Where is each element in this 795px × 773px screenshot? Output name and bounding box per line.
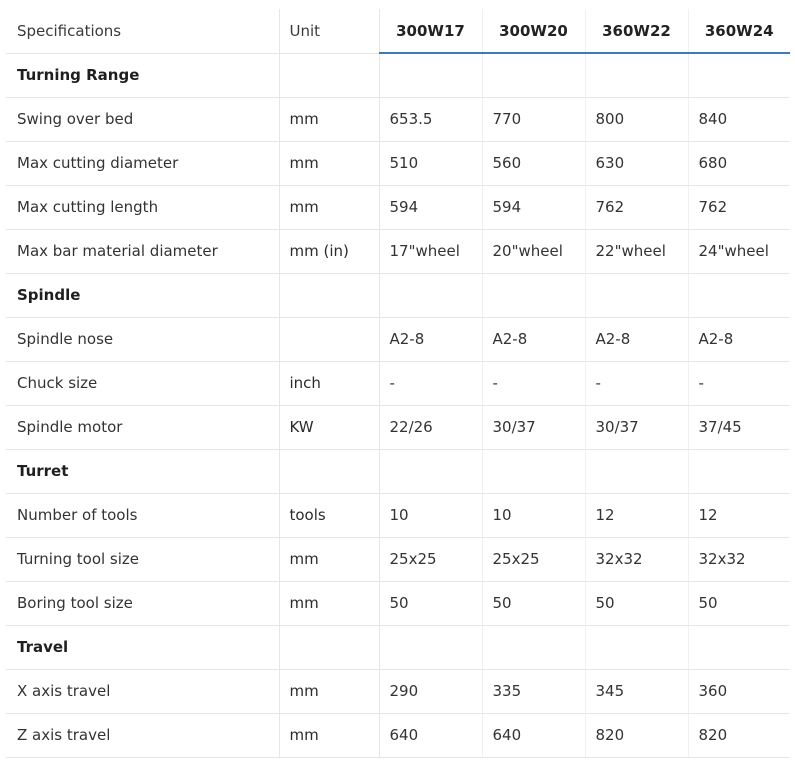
spec-value: 25x25 [379, 537, 482, 581]
spec-value: 24"wheel [688, 229, 790, 273]
spec-label: Max bar material diameter [6, 229, 279, 273]
spec-label: Boring tool size [6, 581, 279, 625]
spec-label: Chuck size [6, 361, 279, 405]
spec-value: 820 [585, 713, 688, 757]
spec-value: A2-8 [688, 317, 790, 361]
spec-label: X axis travel [6, 669, 279, 713]
spec-value: 12 [585, 493, 688, 537]
table-row [6, 493, 790, 537]
spec-value: 680 [688, 141, 790, 185]
section-heading: Travel [6, 625, 279, 669]
spec-value: A2-8 [585, 317, 688, 361]
spec-value: 345 [585, 669, 688, 713]
spec-value: 17"wheel [379, 229, 482, 273]
section-value-cell [688, 53, 790, 97]
header-model-360w22: 360W22 [585, 9, 688, 53]
spec-value: 10 [482, 493, 585, 537]
section-row [6, 53, 790, 97]
section-unit-cell [279, 625, 379, 669]
spec-unit: mm [279, 185, 379, 229]
spec-value: 290 [379, 669, 482, 713]
spec-value: 762 [585, 185, 688, 229]
spec-value: 50 [688, 581, 790, 625]
header-model-300w20: 300W20 [482, 9, 585, 53]
spec-value: 10 [379, 493, 482, 537]
section-row [6, 625, 790, 669]
header-specifications: Specifications [6, 9, 279, 53]
spec-label: Z axis travel [6, 713, 279, 757]
section-unit-cell [279, 449, 379, 493]
spec-value: 25x25 [482, 537, 585, 581]
spec-unit: mm (in) [279, 229, 379, 273]
spec-value: 50 [379, 581, 482, 625]
spec-value: 653.5 [379, 97, 482, 141]
section-value-cell [688, 449, 790, 493]
spec-value: 640 [379, 713, 482, 757]
section-value-cell [482, 273, 585, 317]
table-row [6, 317, 790, 361]
spec-value: - [585, 361, 688, 405]
spec-value: 630 [585, 141, 688, 185]
spec-unit: mm [279, 669, 379, 713]
spec-value: 800 [585, 97, 688, 141]
specifications-table [6, 9, 790, 758]
spec-value: 50 [482, 581, 585, 625]
spec-value: 840 [688, 97, 790, 141]
section-value-cell [379, 273, 482, 317]
table-row [6, 229, 790, 273]
spec-label: Spindle motor [6, 405, 279, 449]
spec-value: 30/37 [585, 405, 688, 449]
section-value-cell [482, 53, 585, 97]
spec-value: 640 [482, 713, 585, 757]
section-value-cell [585, 449, 688, 493]
spec-value: 37/45 [688, 405, 790, 449]
section-value-cell [482, 625, 585, 669]
spec-value: 820 [688, 713, 790, 757]
table-body [6, 53, 790, 757]
spec-label: Max cutting length [6, 185, 279, 229]
section-value-cell [585, 273, 688, 317]
section-unit-cell [279, 53, 379, 97]
header-unit: Unit [279, 9, 379, 53]
spec-unit: mm [279, 97, 379, 141]
spec-label: Spindle nose [6, 317, 279, 361]
section-value-cell [688, 625, 790, 669]
section-heading: Spindle [6, 273, 279, 317]
section-heading: Turret [6, 449, 279, 493]
spec-unit: mm [279, 713, 379, 757]
table-row [6, 581, 790, 625]
spec-value: 770 [482, 97, 585, 141]
spec-value: 762 [688, 185, 790, 229]
section-value-cell [585, 53, 688, 97]
header-model-360w24: 360W24 [688, 9, 790, 53]
spec-value: 12 [688, 493, 790, 537]
spec-value: 22/26 [379, 405, 482, 449]
spec-value: A2-8 [482, 317, 585, 361]
section-row [6, 273, 790, 317]
spec-label: Max cutting diameter [6, 141, 279, 185]
spec-value: - [688, 361, 790, 405]
spec-label: Turning tool size [6, 537, 279, 581]
table-row [6, 97, 790, 141]
table-row [6, 713, 790, 757]
table-row [6, 405, 790, 449]
table-row [6, 669, 790, 713]
table-row [6, 185, 790, 229]
spec-unit: mm [279, 537, 379, 581]
spec-value: 560 [482, 141, 585, 185]
spec-unit: inch [279, 361, 379, 405]
section-unit-cell [279, 273, 379, 317]
table-row [6, 141, 790, 185]
header-model-300w17: 300W17 [379, 9, 482, 53]
spec-value: - [379, 361, 482, 405]
spec-label: Number of tools [6, 493, 279, 537]
spec-unit: mm [279, 581, 379, 625]
spec-value: 20"wheel [482, 229, 585, 273]
spec-value: 510 [379, 141, 482, 185]
section-value-cell [379, 625, 482, 669]
table-header-row [6, 9, 790, 53]
spec-unit: KW [279, 405, 379, 449]
spec-value: A2-8 [379, 317, 482, 361]
section-value-cell [482, 449, 585, 493]
section-value-cell [688, 273, 790, 317]
section-value-cell [585, 625, 688, 669]
table-row [6, 361, 790, 405]
section-value-cell [379, 449, 482, 493]
spec-value: 30/37 [482, 405, 585, 449]
spec-unit: mm [279, 141, 379, 185]
spec-value: 22"wheel [585, 229, 688, 273]
spec-unit [279, 317, 379, 361]
spec-value: 594 [379, 185, 482, 229]
spec-value: 360 [688, 669, 790, 713]
spec-value: 50 [585, 581, 688, 625]
section-value-cell [379, 53, 482, 97]
spec-value: 32x32 [688, 537, 790, 581]
spec-label: Swing over bed [6, 97, 279, 141]
section-heading: Turning Range [6, 53, 279, 97]
section-row [6, 449, 790, 493]
spec-value: 335 [482, 669, 585, 713]
spec-value: - [482, 361, 585, 405]
spec-value: 32x32 [585, 537, 688, 581]
table-row [6, 537, 790, 581]
spec-unit: tools [279, 493, 379, 537]
spec-value: 594 [482, 185, 585, 229]
